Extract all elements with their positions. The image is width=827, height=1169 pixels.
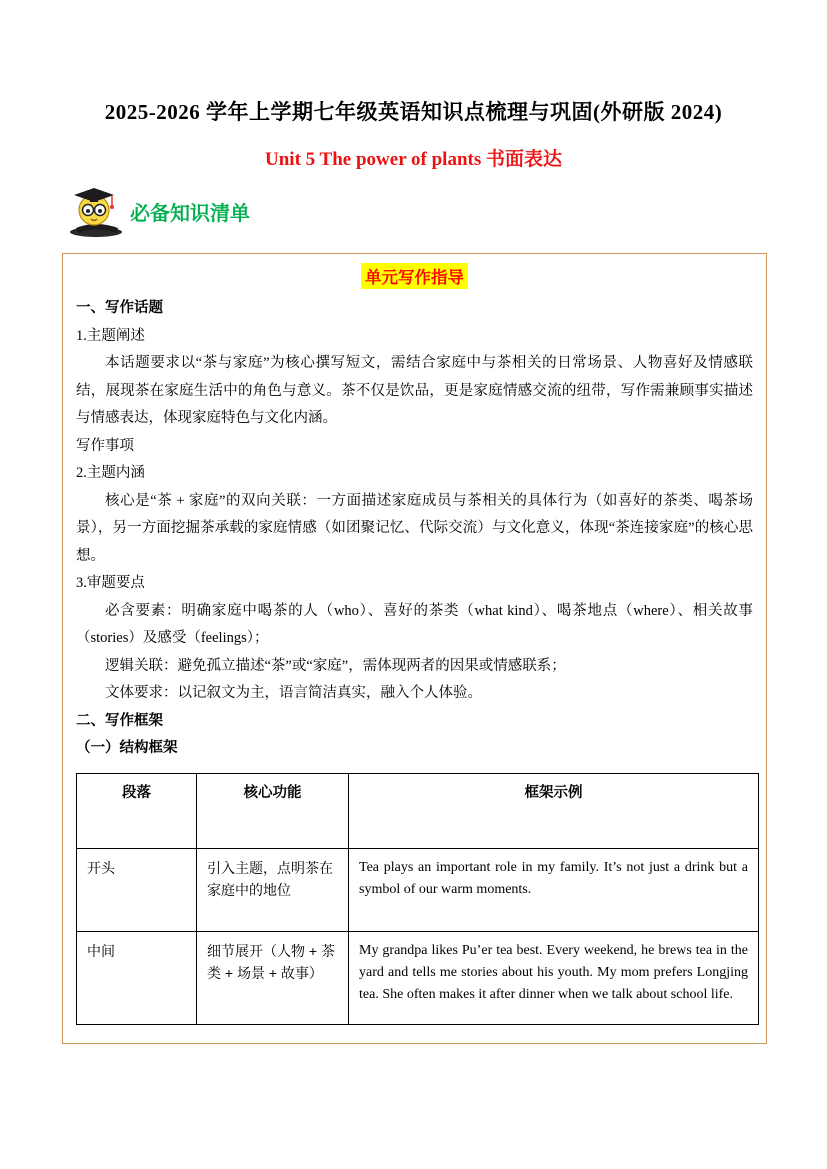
paragraph-logic-link: 逻辑关联：避免孤立描述“茶”或“家庭”，需体现两者的因果或情感联系； xyxy=(105,657,566,674)
col-header-paragraph: 段落 xyxy=(77,773,197,848)
knowledge-banner xyxy=(66,183,827,239)
paragraph-required-elements: 必含要素：明确家庭中喝茶的人（who）、喜好的茶类（what kind）、喝茶地点（where）、相关故事（stories）及感受（feelings）； xyxy=(76,602,753,646)
structure-frame-table xyxy=(76,773,759,1025)
paragraph-connotation: 核心是“茶 + 家庭”的双向关联：一方面描述家庭成员与茶相关的具体行为（如喜好的茶类、喝茶场景），另一方面挖掘茶承载的家庭情感（如团聚记忆、代际交流）与文化意义，体现“茶连接家庭”的核心思想。 xyxy=(76,492,753,564)
cell-paragraph: 开头 xyxy=(77,848,197,931)
mascot-scholar-icon xyxy=(66,184,128,238)
cell-function: 细节展开（人物 + 茶类 + 场景 + 故事） xyxy=(197,931,349,1024)
section-frame-title: 二、写作框架 xyxy=(76,712,163,729)
knowledge-banner-label: 必备知识清单 xyxy=(130,202,250,225)
table-header-row xyxy=(77,773,759,848)
cell-paragraph: 中间 xyxy=(77,931,197,1024)
box-heading-label: 单元写作指导 xyxy=(361,263,468,289)
item2-title: 2.主题内涵 xyxy=(76,465,145,481)
document-title: 2025-2026 学年上学期七年级英语知识点梳理与巩固(外研版 2024) xyxy=(104,100,723,124)
box-heading-row xyxy=(76,263,753,289)
unit-subtitle: Unit 5 The power of plants 书面表达 xyxy=(265,149,562,170)
writing-guide-box xyxy=(62,253,767,1044)
cell-example: My grandpa likes Pu’er tea best. Every weekend, he brews tea in the yard and tells me stories about his youth. My mom prefers Longjing tea. She often makes it after dinner when we talk about school life. xyxy=(349,931,759,1024)
paragraph-style-requirement: 文体要求：以记叙文为主，语言简洁真实，融入个人体验。 xyxy=(105,685,482,701)
cell-function: 引入主题，点明茶在家庭中的地位 xyxy=(197,848,349,931)
cell-example: Tea plays an important role in my family. It’s not just a drink but a symbol of our warm moments. xyxy=(349,848,759,931)
table-row-opening xyxy=(77,848,759,931)
col-header-example: 框架示例 xyxy=(349,773,759,848)
paragraph-notes-label: 写作事项 xyxy=(76,437,134,454)
item1-title: 1.主题阐述 xyxy=(76,327,145,344)
col-header-function: 核心功能 xyxy=(197,773,349,848)
table-row-middle xyxy=(77,931,759,1024)
item3-title: 3.审题要点 xyxy=(76,575,145,591)
section-topic-title: 一、写作话题 xyxy=(76,300,163,316)
paragraph-theme: 本话题要求以“茶与家庭”为核心撰写短文，需结合家庭中与茶相关的日常场景、人物喜好及情感联结，展现茶在家庭生活中的角色与意义。茶不仅是饮品，更是家庭情感交流的纽带，写作需兼顾事实描述与情感表达，体现家庭特色与文化内涵。 xyxy=(76,355,753,426)
section-frame-sub: （一）结构框架 xyxy=(76,740,178,756)
